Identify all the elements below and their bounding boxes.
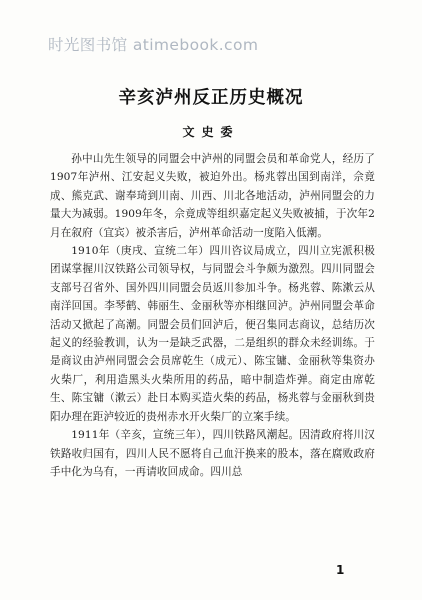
article-body xyxy=(50,150,375,481)
article-title: 辛亥泸州反正历史概况 xyxy=(118,88,304,108)
page-number: 1 xyxy=(336,563,345,577)
body-paragraph-2: 1910年（庚戌、宣统二年）四川咨议局成立，四川立宪派积极团谋掌握川汉铁路公司领导权，与同盟会斗争颇为激烈。四川同盟会支部号召省外、国外四川同盟会员返川参加斗争。杨兆蓉、陈漱云从南洋回国。李琴鹤、韩丽生、金丽秋等亦相继回泸。泸州同盟会革命活动又掀起了高潮。同盟会员们回泸后，便召集同志商议，总结历次起义的经验教训，认为一是缺乏武器，二是组织的群众未经训练。于是商议由泸州同盟会会员席乾生（成元）、陈宝镛、金丽秋等集资办火柴厂，利用造黑头火柴所用的药品，暗中制造炸弹。商定由席乾生、陈宝镛（漱云）赴日本购买造火柴的药品，杨兆蓉与金丽秋到贵阳办理在距泸较近的贵州赤水开火柴厂的立案手续。 xyxy=(50,245,375,423)
watermark-text: 时光图书馆 atimebook.com xyxy=(48,36,259,54)
body-paragraph-1: 孙中山先生领导的同盟会中泸州的同盟会员和革命党人，经历了1907年泸州、江安起义失败，被迫外出。杨兆蓉出国到南洋，佘竟成、熊克武、谢奉琦到川南、川西、川北各地活动，泸州同盟会的力量大为减弱。1909年冬，佘竟成等组织嘉定起义失败被捕，于次年2月在叙府（宜宾）被杀害后，泸州革命活动一度陷入低潮。 xyxy=(50,153,375,239)
author-line: 文史委 xyxy=(182,125,240,139)
body-paragraph-3: 1911年（辛亥，宣统三年），四川铁路风潮起。因清政府将川汉铁路收归国有，四川人民不愿将自己血汗换来的股本，落在腐败政府手中化为乌有，一再请收回成命。四川总 xyxy=(50,429,375,478)
